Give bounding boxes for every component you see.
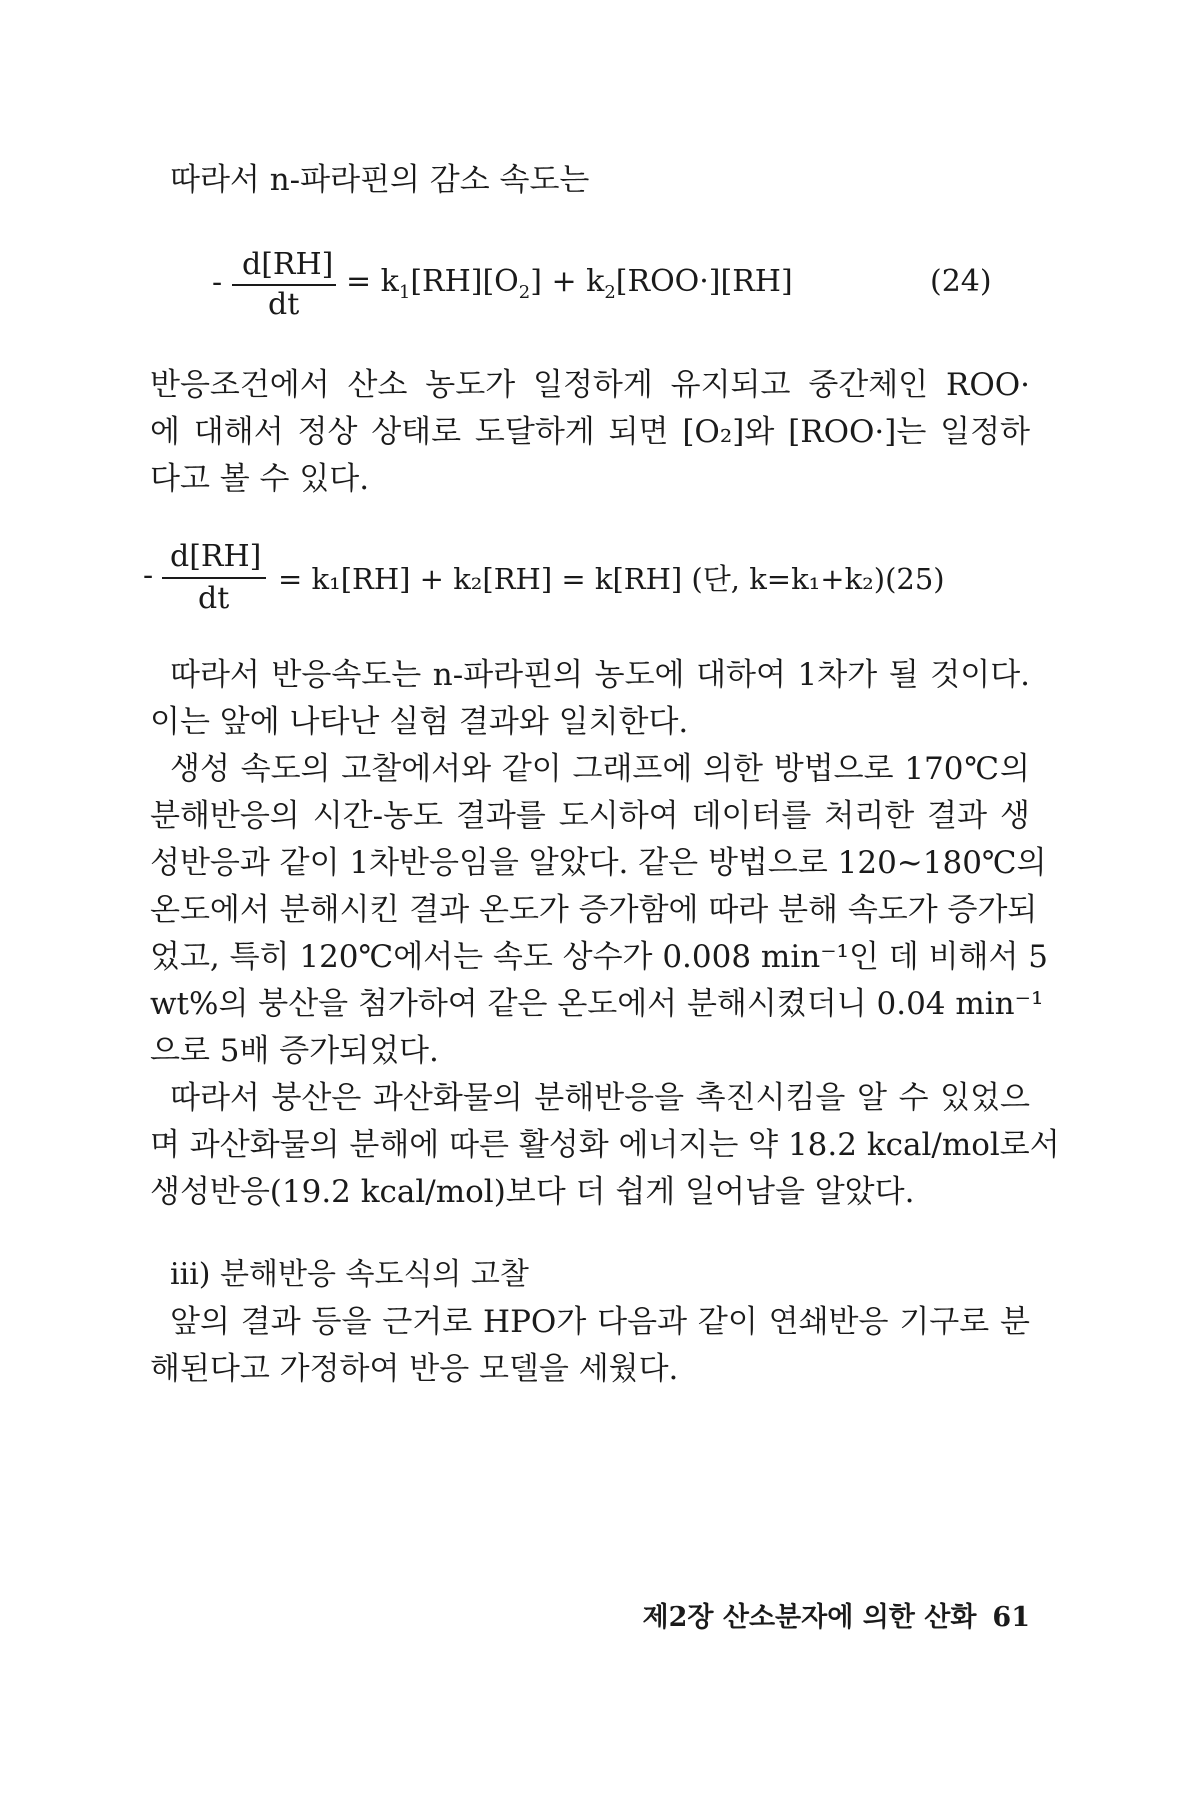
para3-line-5: 었고, 특히 120℃에서는 속도 상수가 0.008 min⁻¹인 데 비해서 5 — [150, 939, 1049, 975]
para3-line-7: 으로 5배 증가되었다. — [150, 1033, 439, 1069]
para4-line-3: 생성반응(19.2 kcal/mol)보다 더 쉽게 일어남을 알았다. — [150, 1174, 915, 1210]
eq25-rhs: = k₁[RH] + k₂[RH] = k[RH] (단, k=k₁+k₂)(25) — [278, 562, 945, 596]
para2-line-2: 이는 앞에 나타난 실험 결과와 일치한다. — [150, 704, 689, 740]
intro-text: 따라서 n-파라핀의 감소 속도는 — [170, 162, 590, 198]
para2-line-1: 따라서 반응속도는 n-파라핀의 농도에 대하여 1차가 될 것이다. — [170, 657, 1030, 693]
page-number: 61 — [992, 1602, 1030, 1633]
eq25-numerator: d[RH] — [170, 539, 262, 574]
para3-line-2: 분해반응의 시간-농도 결과를 도시하여 데이터를 처리한 결과 생 — [150, 798, 1030, 834]
para5-line-2: 해된다고 가정하여 반응 모델을 세웠다. — [150, 1351, 679, 1387]
page-footer — [600, 1595, 1030, 1634]
eq24-fraction-bar — [232, 284, 336, 286]
section-heading: iii) 분해반응 속도식의 고찰 — [170, 1257, 529, 1292]
eq24-numerator: d[RH] — [242, 247, 334, 282]
eq24-denominator: dt — [268, 287, 300, 322]
footer-chapter-title: 제2장 산소분자에 의한 산화 — [642, 1602, 977, 1633]
para4-line-1: 따라서 붕산은 과산화물의 분해반응을 촉진시킴을 알 수 있었으 — [170, 1080, 1030, 1116]
eq24-minus: - — [212, 265, 223, 300]
para1-line-3: 다고 볼 수 있다. — [150, 461, 370, 497]
eq24-number: (24) — [930, 264, 992, 299]
para3-line-1: 생성 속도의 고찰에서와 같이 그래프에 의한 방법으로 170℃의 — [170, 751, 1030, 787]
para3-line-3: 성반응과 같이 1차반응임을 알았다. 같은 방법으로 120~180℃의 — [150, 845, 1047, 881]
para3-line-6: wt%의 붕산을 첨가하여 같은 온도에서 분해시켰더니 0.04 min⁻¹ — [150, 986, 1044, 1022]
eq25-minus: - — [143, 558, 154, 593]
eq25-denominator: dt — [198, 581, 230, 616]
para5-line-1: 앞의 결과 등을 근거로 HPO가 다음과 같이 연쇄반응 기구로 분 — [170, 1304, 1030, 1340]
para1-line-2: 에 대해서 정상 상태로 도달하게 되면 [O₂]와 [ROO·]는 일정하 — [150, 414, 1030, 450]
eq24-rhs: = $k_1[RH][O_2] + k_2[ROO\cdot][RH]$ — [346, 264, 793, 303]
para4-line-2: 며 과산화물의 분해에 따른 활성화 에너지는 약 18.2 kcal/mol로서 — [150, 1127, 1060, 1163]
para1-line-1: 반응조건에서 산소 농도가 일정하게 유지되고 중간체인 ROO· — [150, 367, 1030, 403]
eq25-fraction-bar — [162, 577, 266, 579]
para3-line-4: 온도에서 분해시킨 결과 온도가 증가함에 따라 분해 속도가 증가되 — [150, 892, 1038, 928]
